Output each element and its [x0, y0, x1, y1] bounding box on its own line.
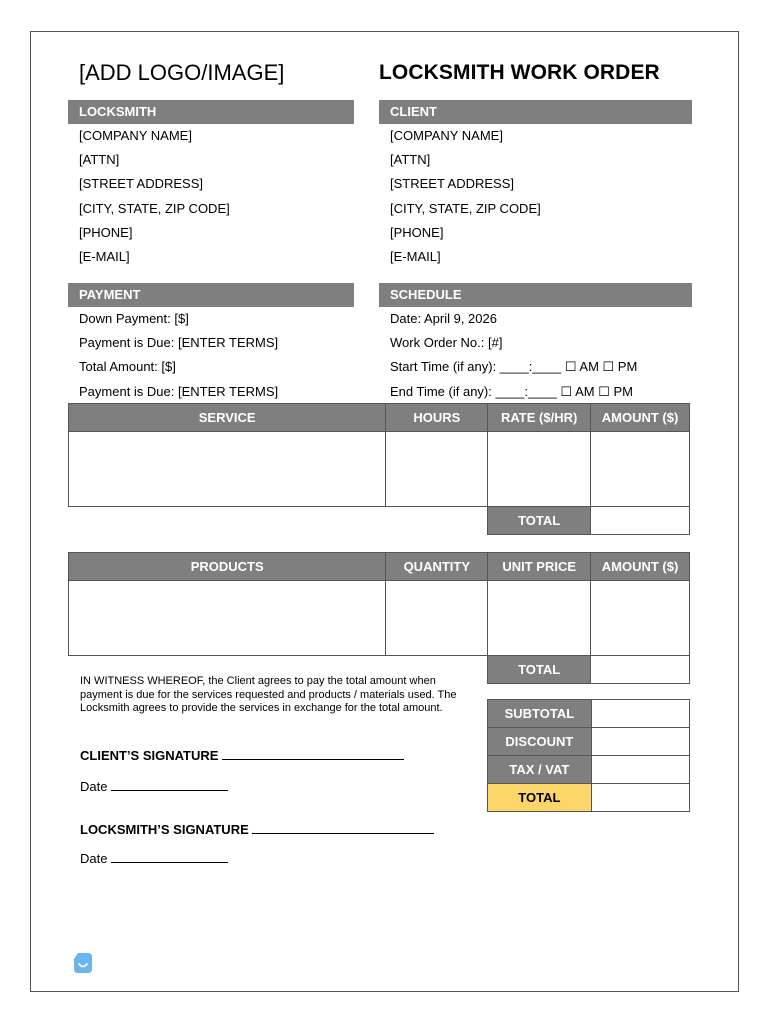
locksmith-heading: LOCKSMITH — [68, 100, 354, 124]
summary-total-value[interactable] — [591, 784, 689, 812]
products-header-unit-price: UNIT PRICE — [488, 553, 591, 581]
locksmith-phone[interactable]: [PHONE] — [79, 225, 133, 240]
schedule-work-order-no[interactable]: Work Order No.: [#] — [390, 335, 503, 350]
payment-due-terms-2[interactable]: Payment is Due: [ENTER TERMS] — [79, 384, 279, 399]
services-header-hours: HOURS — [386, 404, 488, 432]
services-header-service: SERVICE — [69, 404, 386, 432]
services-table — [68, 403, 690, 535]
client-date-line[interactable] — [80, 778, 228, 794]
locksmith-date-underline[interactable] — [111, 850, 228, 863]
schedule-end-time[interactable]: End Time (if any): ____:____ ☐ AM ☐ PM — [390, 384, 633, 399]
services-total-value[interactable] — [591, 507, 690, 535]
services-header-amount: AMOUNT ($) — [591, 404, 690, 432]
client-phone[interactable]: [PHONE] — [390, 225, 444, 240]
schedule-start-time[interactable]: Start Time (if any): ____:____ ☐ AM ☐ PM — [390, 359, 638, 374]
client-signature-line[interactable] — [80, 747, 404, 763]
document-title: LOCKSMITH WORK ORDER — [379, 61, 660, 84]
client-email[interactable]: [E-MAIL] — [390, 249, 441, 264]
document-smile-icon — [73, 952, 93, 974]
summary-subtotal-value[interactable] — [591, 700, 689, 728]
locksmith-attn[interactable]: [ATTN] — [79, 152, 120, 167]
client-heading: CLIENT — [379, 100, 692, 124]
payment-total-amount[interactable]: Total Amount: [$] — [79, 359, 176, 374]
client-date-label: Date — [80, 779, 108, 794]
products-quantity-cell[interactable] — [386, 581, 488, 656]
witness-statement: IN WITNESS WHEREOF, the Client agrees to pay the total amount when payment is due for the services requested and products / materials used. The Locksmith agrees to provide the services in exchange for the total amount. — [80, 675, 457, 714]
products-header-product: PRODUCTS — [69, 553, 386, 581]
summary-discount-value[interactable] — [591, 728, 689, 756]
locksmith-company-name[interactable]: [COMPANY NAME] — [79, 128, 192, 143]
client-attn[interactable]: [ATTN] — [390, 152, 431, 167]
client-city-state-zip[interactable]: [CITY, STATE, ZIP CODE] — [390, 201, 541, 216]
services-total-label: TOTAL — [488, 507, 591, 535]
client-signature-label: CLIENT’S SIGNATURE — [80, 748, 219, 763]
locksmith-date-label: Date — [80, 851, 108, 866]
summary-discount-label: DISCOUNT — [488, 728, 592, 756]
services-rate-cell[interactable] — [488, 432, 591, 507]
summary-total-label: TOTAL — [488, 784, 592, 812]
locksmith-city-state-zip[interactable]: [CITY, STATE, ZIP CODE] — [79, 201, 230, 216]
client-street-address[interactable]: [STREET ADDRESS] — [390, 176, 515, 191]
services-service-cell[interactable] — [69, 432, 386, 507]
products-table — [68, 552, 690, 684]
summary-tax-label: TAX / VAT — [488, 756, 592, 784]
payment-down-payment[interactable]: Down Payment: [$] — [79, 311, 189, 326]
products-header-quantity: QUANTITY — [386, 553, 488, 581]
client-date-underline[interactable] — [111, 778, 228, 791]
products-total-value[interactable] — [591, 656, 690, 684]
payment-heading: PAYMENT — [68, 283, 354, 307]
schedule-heading: SCHEDULE — [379, 283, 692, 307]
payment-due-terms-1[interactable]: Payment is Due: [ENTER TERMS] — [79, 335, 279, 350]
client-signature-underline[interactable] — [222, 747, 404, 760]
products-unit-price-cell[interactable] — [488, 581, 591, 656]
services-spacer — [386, 507, 488, 535]
locksmith-email[interactable]: [E-MAIL] — [79, 249, 130, 264]
products-total-label: TOTAL — [488, 656, 591, 684]
services-hours-cell[interactable] — [386, 432, 488, 507]
client-company-name[interactable]: [COMPANY NAME] — [390, 128, 503, 143]
schedule-date[interactable]: Date: April 9, 2026 — [390, 311, 497, 326]
services-spacer — [69, 507, 386, 535]
products-product-cell[interactable] — [69, 581, 386, 656]
locksmith-date-line[interactable] — [80, 850, 228, 866]
logo-placeholder[interactable]: [ADD LOGO/IMAGE] — [79, 60, 285, 85]
summary-table — [487, 699, 690, 812]
locksmith-signature-line[interactable] — [80, 821, 434, 837]
products-header-amount: AMOUNT ($) — [591, 553, 690, 581]
services-amount-cell[interactable] — [591, 432, 690, 507]
summary-subtotal-label: SUBTOTAL — [488, 700, 592, 728]
locksmith-street-address[interactable]: [STREET ADDRESS] — [79, 176, 204, 191]
services-header-rate: RATE ($/HR) — [488, 404, 591, 432]
work-order-page — [30, 31, 739, 992]
locksmith-signature-label: LOCKSMITH’S SIGNATURE — [80, 822, 249, 837]
summary-tax-value[interactable] — [591, 756, 689, 784]
locksmith-signature-underline[interactable] — [252, 821, 434, 834]
products-amount-cell[interactable] — [591, 581, 690, 656]
